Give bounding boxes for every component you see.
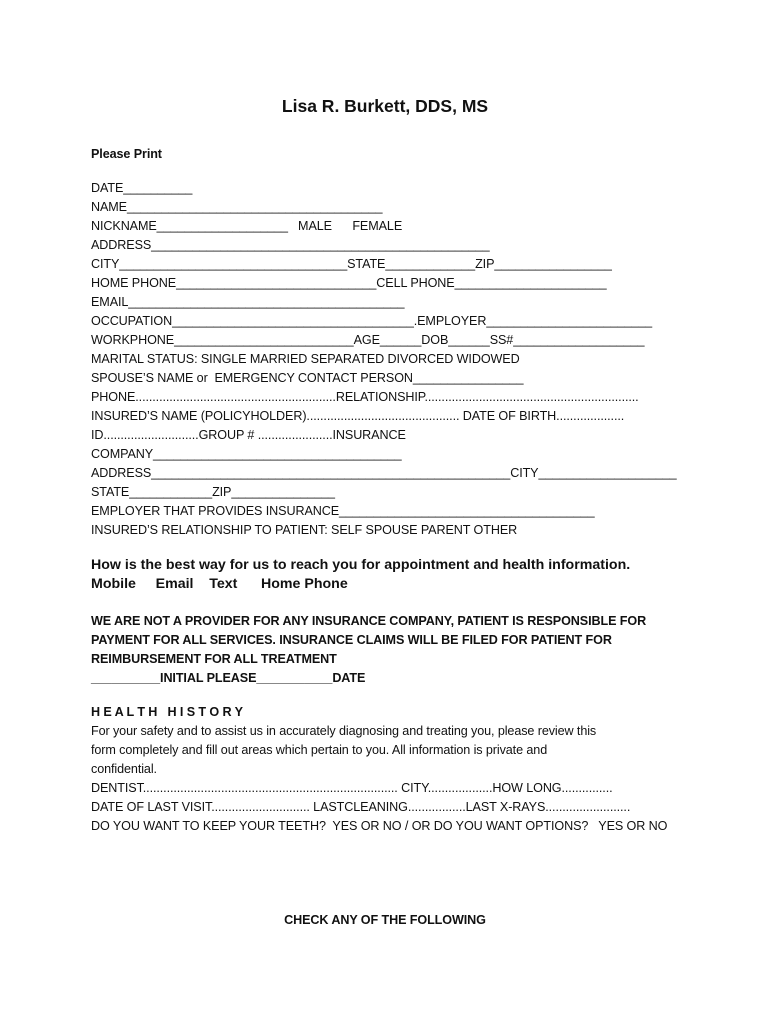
field-city-state-zip[interactable]: CITY_________________________________STATE_____________ZIP_________________ [91, 257, 612, 271]
field-phones[interactable]: HOME PHONE_____________________________CELL PHONE______________________ [91, 276, 607, 290]
health-history-intro-1: For your safety and to assist us in accurately diagnosing and treating you, please review this [91, 724, 597, 738]
field-address[interactable]: ADDRESS_________________________________________________ [91, 238, 490, 252]
field-insurance-company[interactable]: COMPANY____________________________________ [91, 447, 402, 461]
field-occupation-employer[interactable]: OCCUPATION___________________________________.EMPLOYER________________________ [91, 314, 653, 328]
field-id-group-insurance[interactable]: ID............................GROUP # ......................INSURANCE [91, 428, 406, 442]
field-keep-teeth-options[interactable]: DO YOU WANT TO KEEP YOUR TEETH? YES OR NO / OR DO YOU WANT OPTIONS? YES OR NO [91, 819, 668, 833]
field-insurance-address-city[interactable]: ADDRESS____________________________________________________CITY____________________ [91, 466, 677, 480]
notice-line-3: REIMBURSEMENT FOR ALL TREATMENT [91, 652, 337, 666]
field-insured-relationship[interactable]: INSURED’S RELATIONSHIP TO PATIENT: SELF SPOUSE PARENT OTHER [91, 523, 518, 537]
field-name[interactable]: NAME_____________________________________ [91, 200, 383, 214]
field-email[interactable]: EMAIL________________________________________ [91, 295, 405, 309]
initial-date-field[interactable]: __________INITIAL PLEASE___________DATE [91, 671, 366, 685]
field-dentist-city-howlong[interactable]: DENTIST........................................................................... CITY...................HOW LONG............... [91, 781, 613, 795]
field-insurance-state-zip[interactable]: STATE____________ZIP_______________ [91, 485, 335, 499]
field-emergency-contact[interactable]: SPOUSE’S NAME or EMERGENCY CONTACT PERSON________________ [91, 371, 524, 385]
check-following-heading: CHECK ANY OF THE FOLLOWING [284, 913, 486, 927]
field-insurance-employer[interactable]: EMPLOYER THAT PROVIDES INSURANCE_____________________________________ [91, 504, 595, 518]
notice-line-2: PAYMENT FOR ALL SERVICES. INSURANCE CLAIMS WILL BE FILED FOR PATIENT FOR [91, 633, 612, 647]
field-last-visit-cleaning-xrays[interactable]: DATE OF LAST VISIT............................. LASTCLEANING.................LAST X-RAYS......................... [91, 800, 631, 814]
field-marital-status[interactable]: MARITAL STATUS: SINGLE MARRIED SEPARATED DIVORCED WIDOWED [91, 352, 520, 366]
field-phone-relationship[interactable]: PHONE...........................................................RELATIONSHIP............................................................... [91, 390, 639, 404]
health-history-heading: H E A L T H H I S T O R Y [91, 705, 243, 719]
health-history-intro-3: confidential. [91, 762, 157, 776]
please-print-label: Please Print [91, 147, 162, 161]
field-date[interactable]: DATE__________ [91, 181, 193, 195]
practice-title: Lisa R. Burkett, DDS, MS [281, 96, 489, 116]
field-nickname-sex[interactable]: NICKNAME___________________ MALE FEMALE [91, 219, 403, 233]
health-history-intro-2: form completely and fill out areas which pertain to you. All information is private and [91, 743, 548, 757]
contact-options[interactable]: Mobile Email Text Home Phone [91, 576, 348, 592]
field-insured-name-dob[interactable]: INSURED’S NAME (POLICYHOLDER)............................................. DATE OF BIRTH.................... [91, 409, 625, 423]
notice-line-1: WE ARE NOT A PROVIDER FOR ANY INSURANCE COMPANY, PATIENT IS RESPONSIBLE FOR [91, 614, 647, 628]
contact-question: How is the best way for us to reach you for appointment and health information. [91, 557, 631, 573]
field-workphone-age-dob-ssn[interactable]: WORKPHONE__________________________AGE______DOB______SS#___________________ [91, 333, 645, 347]
